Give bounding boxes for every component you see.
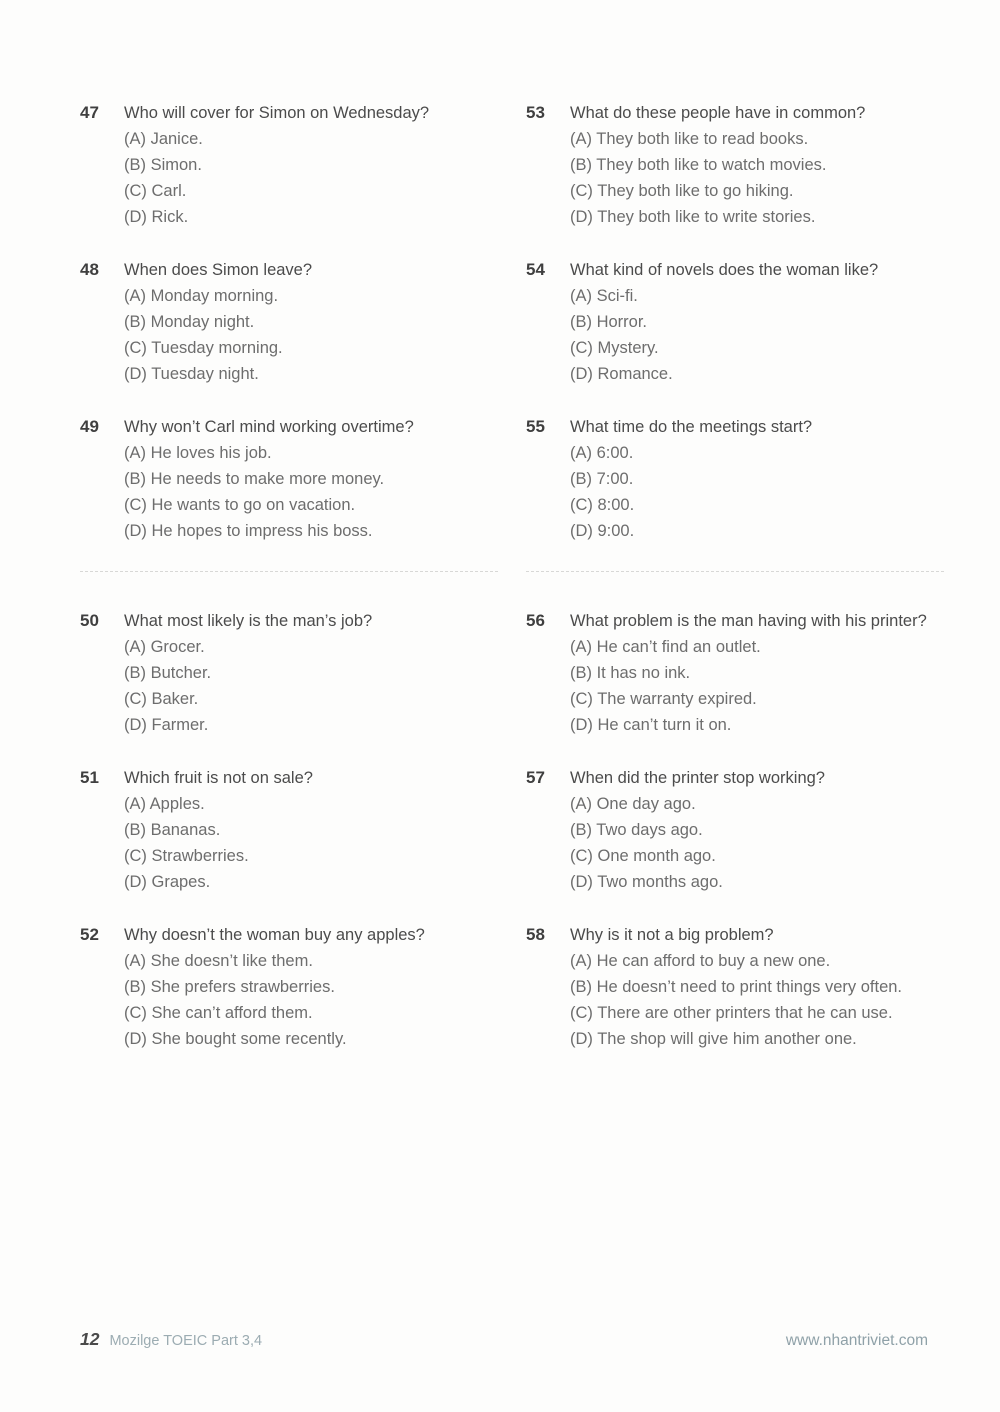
answer-option-d: (D) He can’t turn it on. (570, 716, 732, 734)
answer-option-a: (A) Apples. (124, 795, 205, 813)
answer-option-c: (C) Strawberries. (124, 847, 249, 865)
question-text: Why doesn’t the woman buy any apples? (124, 926, 425, 944)
answer-option-a: (A) Janice. (124, 130, 203, 148)
answer-option-c: (C) He wants to go on vacation. (124, 496, 356, 514)
section-divider (80, 571, 498, 572)
answer-option-a: (A) Monday morning. (124, 287, 279, 305)
answer-option-d: (D) Romance. (570, 365, 673, 383)
answer-option-b: (B) Bananas. (124, 821, 221, 839)
question-49 (80, 414, 498, 544)
answer-option-d: (D) Rick. (124, 208, 189, 226)
answer-option-c: (C) Tuesday morning. (124, 339, 283, 357)
question-54 (526, 257, 944, 387)
question-57 (526, 765, 944, 895)
footer-left (80, 1329, 262, 1350)
answer-option-b: (B) Butcher. (124, 664, 212, 682)
question-56 (526, 608, 944, 738)
question-text: Who will cover for Simon on Wednesday? (124, 104, 430, 122)
answer-option-c: (C) 8:00. (570, 496, 635, 514)
answer-option-c: (C) They both like to go hiking. (570, 182, 794, 200)
question-47 (80, 100, 498, 230)
question-number: 50 (80, 611, 99, 630)
answer-option-d: (D) Farmer. (124, 716, 209, 734)
question-number: 54 (526, 260, 545, 279)
question-55 (526, 414, 944, 544)
question-text: Which fruit is not on sale? (124, 769, 313, 787)
answer-option-d: (D) Tuesday night. (124, 365, 259, 383)
answer-option-a: (A) She doesn’t like them. (124, 952, 313, 970)
answer-option-b: (B) Monday night. (124, 313, 255, 331)
answer-option-d: (D) He hopes to impress his boss. (124, 522, 373, 540)
question-52 (80, 922, 498, 1052)
question-48 (80, 257, 498, 387)
question-number: 57 (526, 768, 545, 787)
answer-option-c: (C) Baker. (124, 690, 199, 708)
questions-area (80, 100, 944, 1079)
answer-option-c: (C) She can’t afford them. (124, 1004, 313, 1022)
answer-option-d: (D) Two months ago. (570, 873, 723, 891)
answer-option-d: (D) Grapes. (124, 873, 211, 891)
book-title: Mozilge TOEIC Part 3,4 (109, 1333, 263, 1349)
answer-option-d: (D) She bought some recently. (124, 1030, 347, 1048)
question-number: 49 (80, 417, 99, 436)
question-51 (80, 765, 498, 895)
answer-option-a: (A) One day ago. (570, 795, 696, 813)
page-number: 12 (80, 1329, 100, 1349)
answer-option-a: (A) He loves his job. (124, 444, 272, 462)
question-number: 47 (80, 103, 99, 122)
question-text: Why is it not a big problem? (570, 926, 774, 944)
right-column (526, 100, 944, 1079)
section-divider (526, 571, 944, 572)
answer-option-a: (A) 6:00. (570, 444, 634, 462)
question-number: 56 (526, 611, 545, 630)
answer-option-a: (A) He can’t find an outlet. (570, 638, 761, 656)
question-number: 51 (80, 768, 99, 787)
publisher-website: www.nhantriviet.com (785, 1332, 928, 1349)
question-number: 48 (80, 260, 99, 279)
answer-option-c: (C) One month ago. (570, 847, 716, 865)
answer-option-a: (A) Sci-fi. (570, 287, 638, 305)
question-50 (80, 608, 498, 738)
question-number: 53 (526, 103, 545, 122)
question-53 (526, 100, 944, 230)
answer-option-b: (B) He doesn’t need to print things very often. (570, 978, 903, 996)
page-footer (80, 1329, 928, 1350)
answer-option-a: (A) He can afford to buy a new one. (570, 952, 831, 970)
answer-option-b: (B) He needs to make more money. (124, 470, 385, 488)
answer-option-d: (D) They both like to write stories. (570, 208, 816, 226)
answer-option-b: (B) She prefers strawberries. (124, 978, 335, 996)
answer-option-c: (C) There are other printers that he can use. (570, 1004, 893, 1022)
question-text: What do these people have in common? (570, 104, 866, 122)
answer-option-b: (B) Horror. (570, 313, 648, 331)
answer-option-b: (B) 7:00. (570, 470, 634, 488)
question-text: When does Simon leave? (124, 261, 313, 279)
answer-option-b: (B) It has no ink. (570, 664, 691, 682)
question-text: What problem is the man having with his printer? (570, 612, 927, 630)
question-number: 58 (526, 925, 545, 944)
answer-option-a: (A) They both like to read books. (570, 130, 809, 148)
answer-option-b: (B) Simon. (124, 156, 202, 174)
question-text: What most likely is the man’s job? (124, 612, 373, 630)
answer-option-d: (D) The shop will give him another one. (570, 1030, 857, 1048)
question-number: 55 (526, 417, 545, 436)
answer-option-b: (B) Two days ago. (570, 821, 703, 839)
answer-option-c: (C) Carl. (124, 182, 187, 200)
answer-option-a: (A) Grocer. (124, 638, 205, 656)
question-text: What kind of novels does the woman like? (570, 261, 879, 279)
question-text: What time do the meetings start? (570, 418, 813, 436)
answer-option-d: (D) 9:00. (570, 522, 635, 540)
answer-option-c: (C) The warranty expired. (570, 690, 757, 708)
answer-option-b: (B) They both like to watch movies. (570, 156, 827, 174)
left-column (80, 100, 498, 1079)
question-58 (526, 922, 944, 1052)
answer-option-c: (C) Mystery. (570, 339, 659, 357)
question-text: When did the printer stop working? (570, 769, 825, 787)
question-number: 52 (80, 925, 99, 944)
question-text: Why won’t Carl mind working overtime? (124, 418, 414, 436)
